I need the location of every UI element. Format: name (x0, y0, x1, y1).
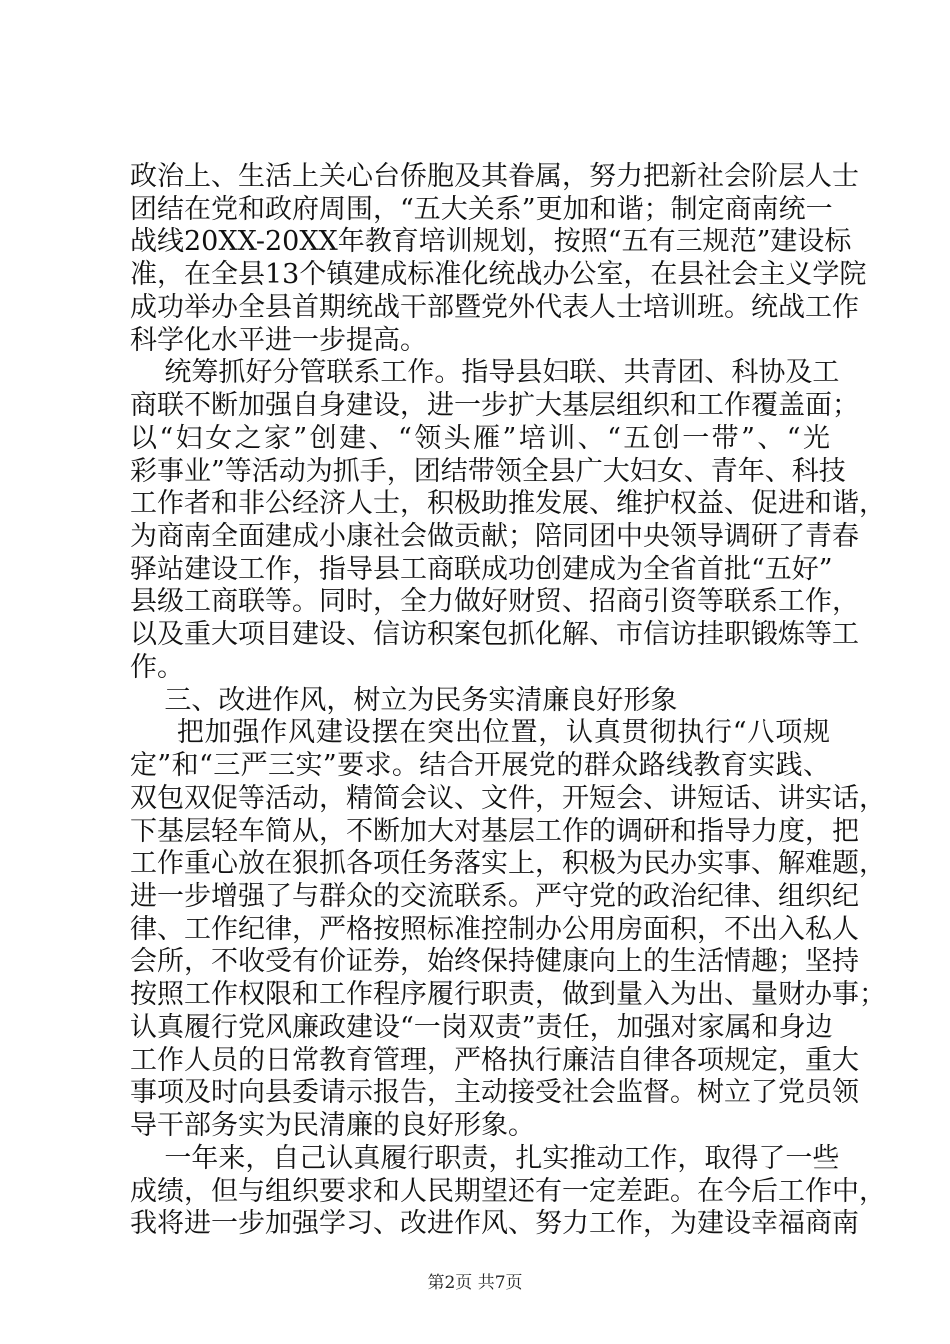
text-line: 事项及时向县委请示报告，主动接受社会监督。树立了党员领 (130, 1077, 859, 1108)
text-line: 县级工商联等。同时，全力做好财贸、招商引资等联系工作， (130, 586, 859, 617)
text-line: 为商南全面建成小康社会做贡献；陪同团中央领导调研了青春 (130, 521, 859, 552)
text-line: 统筹抓好分管联系工作。指导县妇联、共青团、科协及工 (130, 357, 840, 388)
text-line: 认真履行党风廉政建设“一岗双责”责任，加强对家属和身边 (130, 1012, 833, 1043)
text-line: 导干部务实为民清廉的良好形象。 (130, 1110, 535, 1141)
text-line: 定”和“三严三实”要求。结合开展党的群众路线教育实践、 (130, 750, 830, 781)
text-line: 以“妇女之家”创建、“领头雁”培训、“五创一带”、“光 (130, 423, 830, 454)
text-line: 准，在全县13个镇建成标准化统战办公室，在县社会主义学院 (130, 259, 867, 290)
text-line: 工作人员的日常教育管理，严格执行廉洁自律各项规定，重大 (130, 1045, 859, 1076)
text-line: 我将进一步加强学习、改进作风、努力工作，为建设幸福商南 (130, 1208, 859, 1239)
text-line: 把加强作风建设摆在突出位置，认真贯彻执行“八项规 (130, 717, 830, 748)
text-line: 会所，不收受有价证券，始终保持健康向上的生活情趣；坚持 (130, 946, 859, 977)
page-number: 第2页 共7页 (427, 1273, 523, 1293)
text-line: 团结在党和政府周围，“五大关系”更加和谐；制定商南统一 (130, 194, 833, 225)
text-line: 律、工作纪律，严格按照标准控制办公用房面积，不出入私人 (130, 914, 859, 945)
text-line: 进一步增强了与群众的交流联系。严守党的政治纪律、组织纪 (130, 881, 859, 912)
text-line: 作。 (130, 652, 184, 683)
text-line: 商联不断加强自身建设，进一步扩大基层组织和工作覆盖面； (130, 390, 859, 421)
text-line: 成功举办全县首期统战干部暨党外代表人士培训班。统战工作 (130, 292, 859, 323)
text-line: 下基层轻车简从，不断加大对基层工作的调研和指导力度，把 (130, 816, 859, 847)
text-line: 彩事业”等活动为抓手，团结带领全县广大妇女、青年、科技 (130, 456, 846, 487)
text-line: 科学化水平进一步提高。 (130, 325, 427, 356)
text-line: 驿站建设工作，指导县工商联成功创建成为全省首批“五好” (130, 554, 833, 585)
text-line: 工作者和非公经济人士，积极助推发展、维护权益、促进和谐， (130, 488, 886, 519)
section-heading: 三、改进作风，树立为民务实清廉良好形象 (130, 685, 678, 716)
text-line: 以及重大项目建设、信访积案包抓化解、市信访挂职锻炼等工 (130, 619, 859, 650)
text-line: 战线20XX-20XX年教育培训规划，按照“五有三规范”建设标 (130, 226, 852, 257)
text-line: 按照工作权限和工作程序履行职责，做到量入为出、量财办事； (130, 979, 886, 1010)
text-line: 政治上、生活上关心台侨胞及其眷属，努力把新社会阶层人士 (130, 161, 859, 192)
text-line: 一年来，自己认真履行职责，扎实推动工作，取得了一些 (130, 1143, 840, 1174)
text-line: 成绩，但与组织要求和人民期望还有一定差距。在今后工作中， (130, 1176, 886, 1207)
text-line: 双包双促等活动，精简会议、文件，开短会、讲短话、讲实话， (130, 783, 886, 814)
text-line: 工作重心放在狠抓各项任务落实上，积极为民办实事、解难题， (130, 848, 886, 879)
